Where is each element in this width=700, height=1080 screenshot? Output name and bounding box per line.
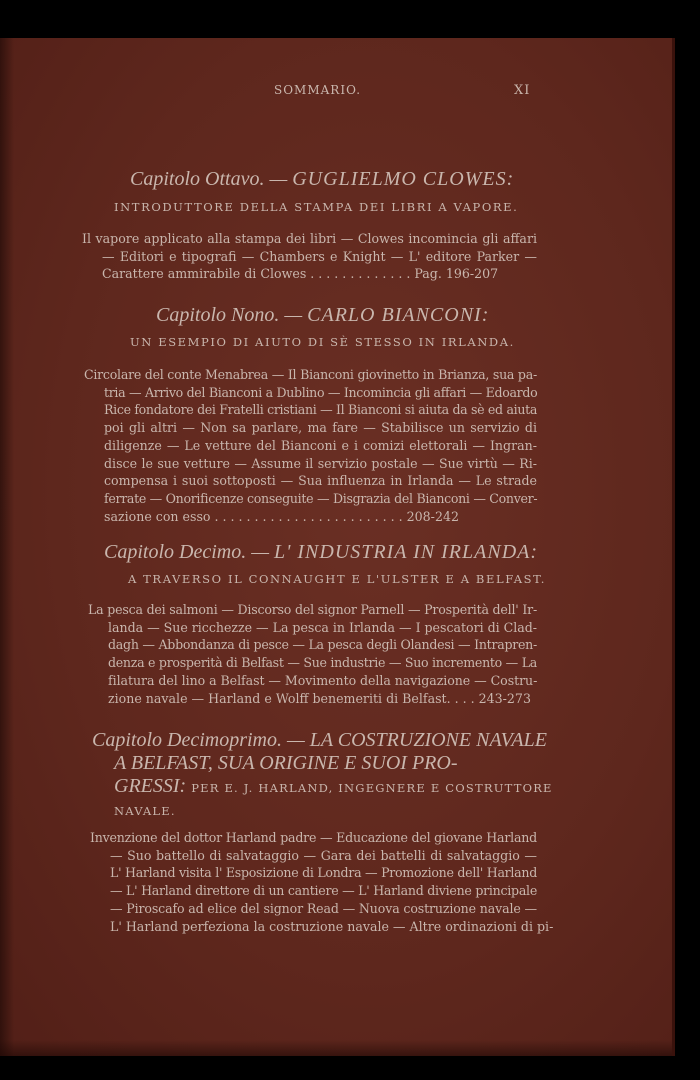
summary-line: compensa i suoi sottoposti — Sua influenza in Irlanda — Le strade <box>104 473 537 489</box>
chapter-10-title <box>104 541 538 564</box>
summary-line: tria — Arrivo del Bianconi a Dublino — Incomincia gli affari — Edoardo <box>104 384 538 400</box>
page-edge-shadow <box>0 38 14 1056</box>
summary-line: Carattere ammirabile di Clowes . . . . . . . . . . . . . Pag. 196-207 <box>102 266 499 282</box>
chapter-9-summary <box>84 366 537 525</box>
chapter-9-subtitle: UN ESEMPIO DI AIUTO DI SÈ STESSO IN IRLANDA. <box>130 335 515 349</box>
chapter-9-title <box>156 304 489 327</box>
summary-line: L' Harland visita l' Esposizione di Londra — Promozione dell' Harland <box>110 865 537 881</box>
page-bottom-shadow <box>0 1040 672 1056</box>
chapter-8-name: GUGLIELMO CLOWES: <box>292 168 515 190</box>
summary-line: ferrate — Onorificenze conseguite — Disgrazia del Bianconi — Conver- <box>104 490 538 506</box>
summary-line: disce le sue vetture — Assume il servizio postale — Sue virtù — Ri- <box>104 455 537 471</box>
chapter-10-subtitle: A TRAVERSO IL CONNAUGHT E L'ULSTER E A BELFAST. <box>128 572 546 586</box>
chapter-10-summary <box>88 601 537 707</box>
summary-line: L' Harland perfeziona la costruzione navale — Altre ordinazioni di pi- <box>110 918 554 934</box>
chapter-11-name-line: GRESSI: <box>114 775 187 797</box>
chapter-11-name-line: A BELFAST, SUA ORIGINE E SUOI PRO- <box>114 752 458 774</box>
chapter-8-summary <box>82 230 537 283</box>
summary-line: — Suo battello di salvataggio — Gara dei battelli di salvataggio — <box>110 847 537 863</box>
summary-line: diligenze — Le vetture del Bianconi e i comizi elettorali — Ingran- <box>104 437 537 453</box>
summary-line: Il vapore applicato alla stampa dei libri — Clowes incomincia gli affari <box>82 231 537 246</box>
chapter-11-title <box>92 729 553 823</box>
chapter-9-label: Capitolo Nono. — <box>156 304 303 326</box>
chapter-11-byline-end: NAVALE. <box>114 804 176 818</box>
page-number: XI <box>514 83 531 98</box>
summary-line: — Piroscafo ad elice del signor Read — Nuova costruzione navale — <box>110 900 537 916</box>
running-title: SOMMARIO. <box>274 83 362 97</box>
summary-line: filatura del lino a Belfast — Movimento della navigazione — Costru- <box>108 672 538 688</box>
summary-line: denza e prosperità di Belfast — Sue industrie — Suo incremento — La <box>108 655 537 671</box>
summary-line: — L' Harland direttore di un cantiere — L' Harland diviene principale <box>110 883 537 899</box>
summary-line: Invenzione del dottor Harland padre — Educazione del giovane Harland <box>90 830 537 845</box>
summary-line: Circolare del conte Menabrea — Il Bianconi giovinetto in Brianza, sua pa- <box>84 367 537 382</box>
chapter-11-byline: PER E. J. HARLAND, INGEGNERE E COSTRUTTORE <box>191 781 553 795</box>
summary-line: — Editori e tipografi — Chambers e Knight — L' editore Parker — <box>102 248 537 264</box>
chapter-8-title <box>130 168 514 191</box>
summary-line: zione navale — Harland e Wolff benemeriti di Belfast. . . . 243-273 <box>108 690 531 706</box>
chapter-11-summary <box>90 829 554 935</box>
chapter-10-name: L' INDUSTRIA IN IRLANDA: <box>274 541 539 563</box>
summary-line: Rice fondatore dei Fratelli cristiani — Il Bianconi si aiuta da sè ed aiuta <box>104 402 537 418</box>
summary-line: poi gli altri — Non sa parlare, ma fare — Stabilisce un servizio di <box>104 420 537 436</box>
chapter-11-label: Capitolo Decimoprimo. — <box>92 729 305 751</box>
summary-line: dagh — Abbondanza di pesce — La pesca degli Olandesi — Intrapren- <box>108 637 537 653</box>
summary-line: landa — Sue ricchezze — La pesca in Irlanda — I pescatori di Clad- <box>108 619 537 635</box>
chapter-9-name: CARLO BIANCONI: <box>307 304 490 326</box>
chapter-8-subtitle: INTRODUTTORE DELLA STAMPA DEI LIBRI A VAPORE. <box>114 200 519 214</box>
chapter-10-label: Capitolo Decimo. — <box>104 541 269 563</box>
summary-line: La pesca dei salmoni — Discorso del signor Parnell — Prosperità dell' Ir- <box>88 602 537 617</box>
chapter-8-label: Capitolo Ottavo. — <box>130 168 288 190</box>
chapter-11-name-line: LA COSTRUZIONE NAVALE <box>309 729 547 751</box>
summary-line: sazione con esso . . . . . . . . . . . . . . . . . . . . . . . . 208-242 <box>104 508 459 524</box>
